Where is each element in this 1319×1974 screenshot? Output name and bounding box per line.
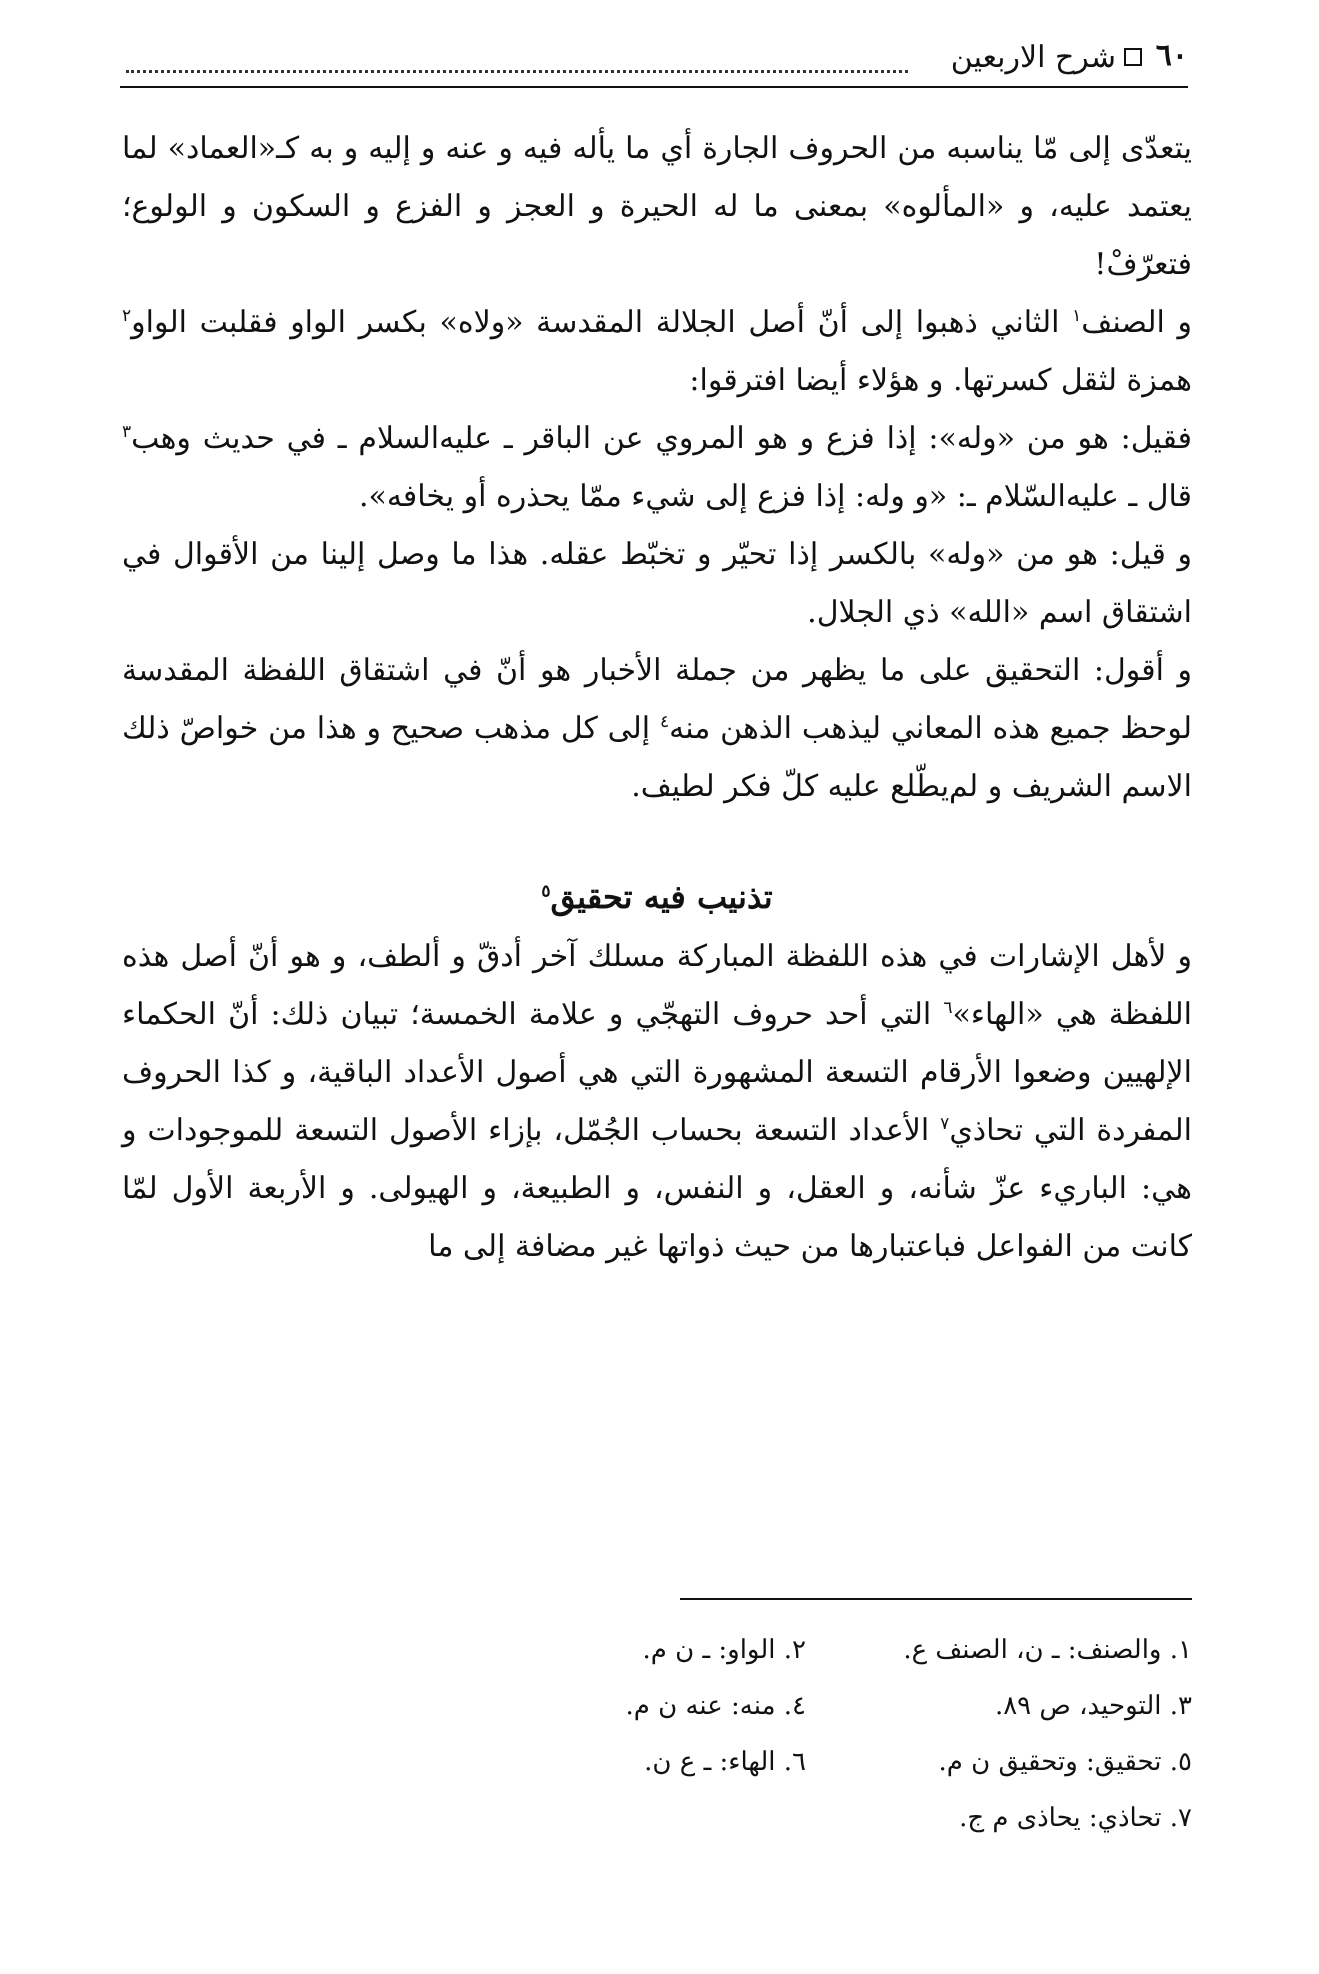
- footnote-mark: ٢: [122, 306, 132, 326]
- paragraph: [122, 294, 1192, 410]
- page-number: ٦٠: [1155, 38, 1188, 73]
- footnotes: [460, 1622, 1192, 1846]
- text-run: إلى كل مذهب صحيح و هذا من خواصّ ذلك الاسم الشريف و لم‌يطّلع عليه كلّ فكر لطيف.: [122, 711, 1192, 804]
- paragraph: [122, 928, 1192, 1276]
- text-run: و أقول: التحقيق على ما يظهر من جملة الأخبار هو أنّ في اشتقاق اللفظة المقدسة لوحظ جميع هذه المعاني ليذهب الذهن منه: [122, 653, 1192, 746]
- footnote-mark: ٣: [122, 422, 132, 442]
- paragraph: يتعدّى إلى مّا يناسبه من الحروف الجارة أي ما يأله فيه و عنه و إليه و به كـ«العماد» لما يعتمد عليه، و «المألوه» بمعنى ما له الحيرة و العجز و الفزع و السكون و الولوع؛ فتعرّفْ!: [122, 131, 1192, 282]
- text-run: التي أحد حروف التهجّي و علامة الخمسة؛ تبيان ذلك: أنّ الحكماء الإلهيين وضعوا الأرقام التسعة المشهورة التي هي أصول الأعداد الباقية، و كذا الحروف المفردة التي تحاذي: [122, 997, 1192, 1148]
- footnote-item: ٣. التوحيد، ص ٨٩.: [994, 1691, 1192, 1721]
- footnote-mark: ١: [1072, 306, 1082, 326]
- footnote-item: ٢. الواو: ـ ن م.: [642, 1635, 806, 1665]
- footnote-mark: ٥: [541, 881, 551, 902]
- footnote-mark: ٤: [659, 712, 670, 732]
- header-square-ornament: [1124, 48, 1142, 66]
- footnote-item: ١. والصنف: ـ ن، الصنف ع.: [903, 1635, 1192, 1665]
- footnote-mark: ٦: [943, 998, 953, 1018]
- paragraph: [122, 410, 1192, 526]
- running-header: [120, 30, 1188, 86]
- text-run: و الصنف: [1081, 305, 1192, 340]
- header-dotted-leader: [126, 70, 908, 73]
- footnote-item: ٦. الهاء: ـ ع ن.: [644, 1747, 806, 1777]
- main-text: [122, 120, 1192, 1276]
- text-run: الثاني ذهبوا إلى أنّ أصل الجلالة المقدسة «ولاه» بكسر الواو فقلبت الواو: [131, 305, 1060, 340]
- footnote-item: ٧. تحاذي: يحاذى م ج.: [959, 1803, 1192, 1833]
- footnote-item: ٥. تحقيق: وتحقيق ن م.: [938, 1747, 1192, 1777]
- paragraph: [122, 642, 1192, 816]
- text-run: همزة لثقل كسرتها. و هؤلاء أيضا افترقوا:: [689, 363, 1192, 398]
- footnote-mark: ٧: [940, 1114, 950, 1134]
- text-run: و لأهل الإشارات في هذه اللفظة المباركة مسلك آخر أدقّ و ألطف، و هو أنّ أصل هذه اللفظة هي «الهاء»: [122, 939, 1193, 1032]
- footnote-grid: [460, 1622, 1192, 1846]
- paragraph: و قيل: هو من «وله» بالكسر إذا تحيّر و تخبّط عقله. هذا ما وصل إلينا من الأقوال في اشتقاق اسم «الله» ذي الجلال.: [122, 537, 1192, 630]
- text-run: فقيل: هو من «وله»: إذا فزع و هو المروي عن الباقر ـ عليه‌السلام ـ في حديث وهب: [131, 421, 1192, 456]
- section-heading-text: تذنيب فيه تحقيق: [550, 878, 773, 916]
- section-heading: [122, 868, 1192, 926]
- running-title: شرح الاربعين: [950, 40, 1116, 75]
- text-run: قال ـ عليه‌السّلام ـ: «و وله: إذا فزع إلى شيء ممّا يحذره أو يخافه».: [358, 479, 1192, 514]
- footnote-rule: [680, 1598, 1192, 1600]
- header-rule: [120, 86, 1188, 88]
- text-run: الأعداد التسعة بحساب الجُمّل، بإزاء الأصول التسعة للموجودات و هي: الباريء عزّ شأنه، و العقل، و النفس، و الطبيعة، و الهيولى. و الأربعة الأول لمّا كانت من الفواعل فباعتبارها من حيث ذواتها غير مضافة إلى ما: [122, 1113, 1192, 1264]
- footnote-item: ٤. منه: عنه ن م.: [625, 1691, 806, 1721]
